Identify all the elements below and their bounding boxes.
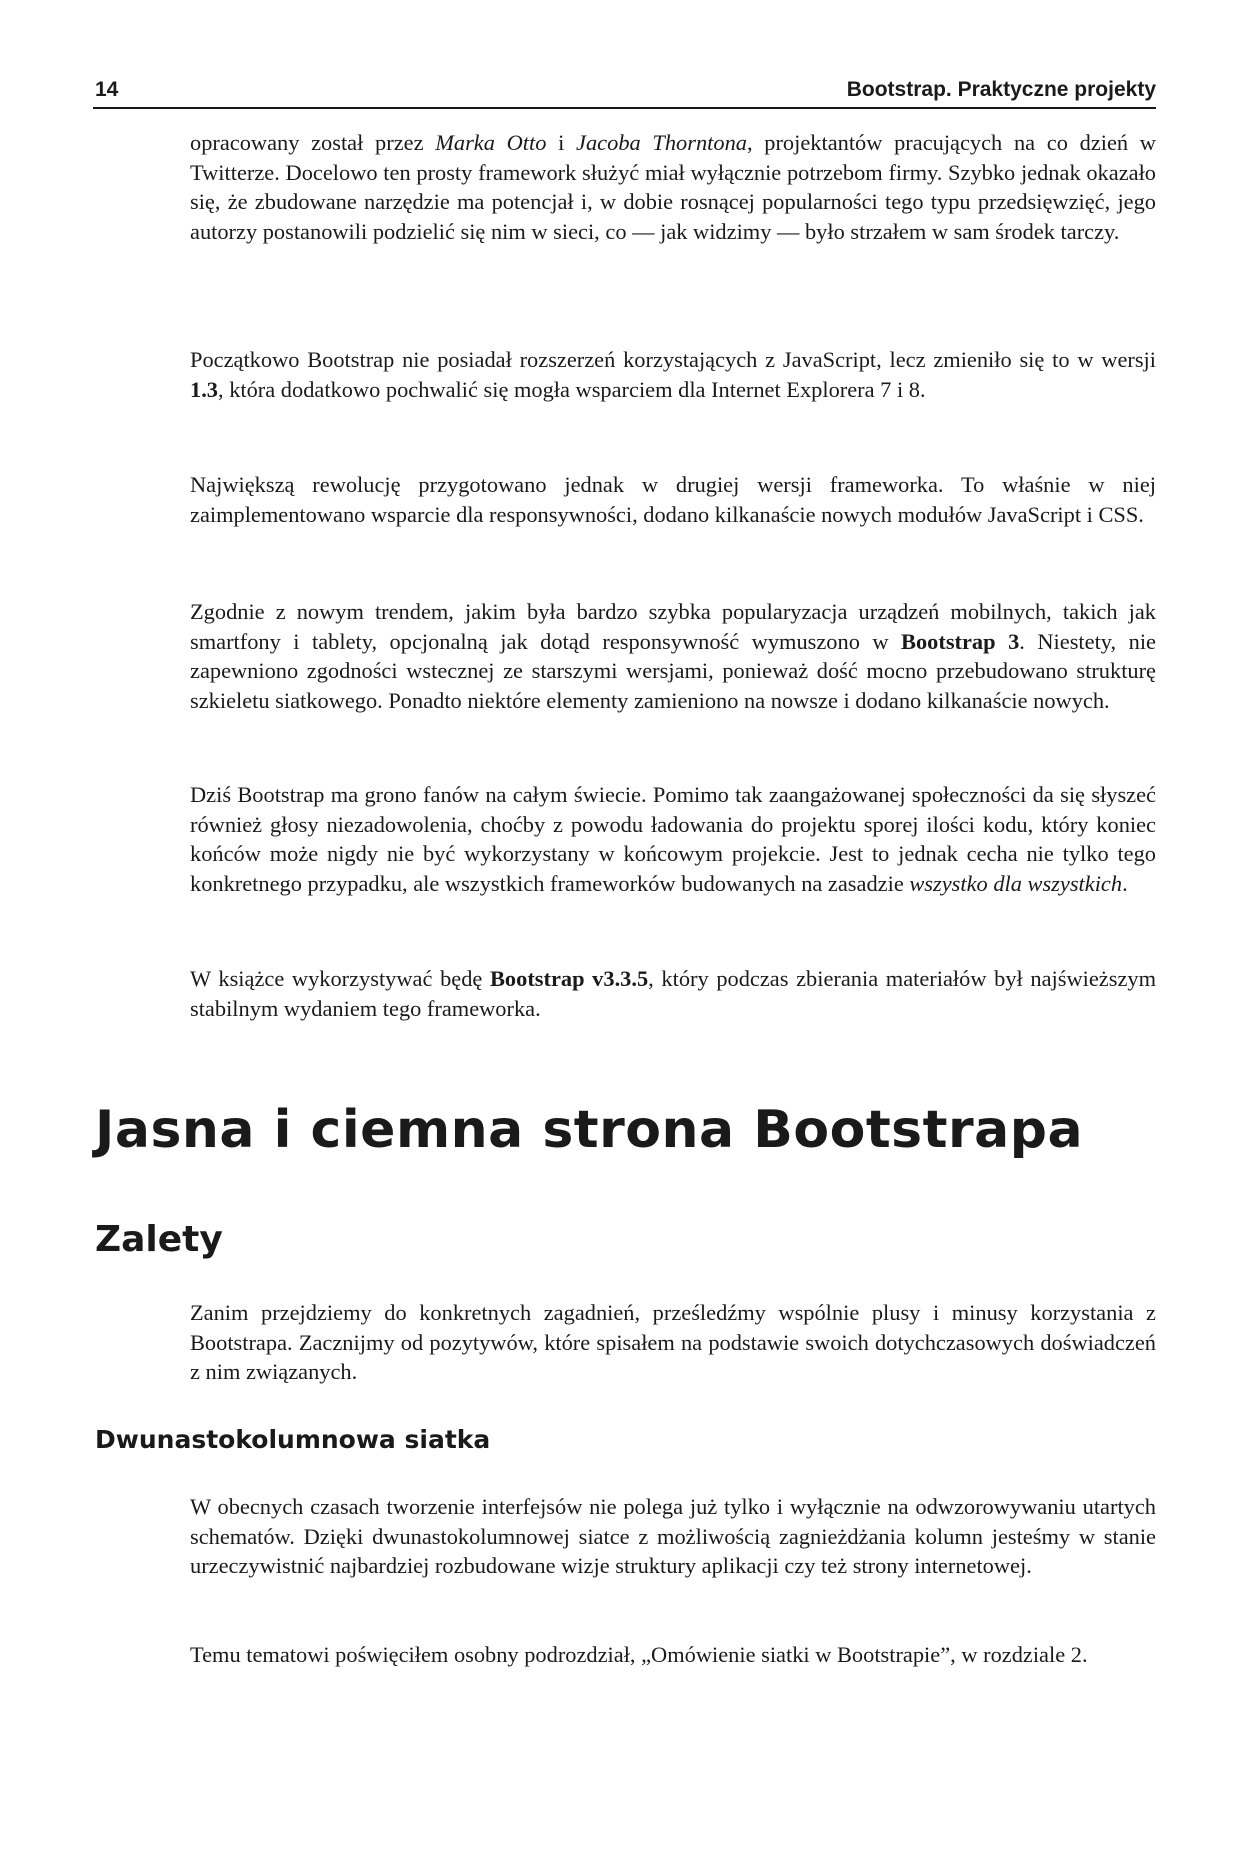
text: Zgodnie z nowym trendem, jakim była bardzo szybka popularyzacja urządzeń mobilnych, takich jak smartfony i tablety, opcjonalną jak dotąd responsywność wymuszono w [190,599,1156,654]
paragraph-grid [190,1492,1156,1581]
emphasis: wszystko dla wszystkich [909,870,1123,896]
paragraph-grid-reference [190,1640,1156,1670]
version-label: Bootstrap 3 [901,628,1020,654]
chapter-heading: Jasna i ciemna strona Bootstrapa [95,1100,1084,1160]
page-number: 14 [95,78,119,101]
section-heading: Zalety [95,1219,223,1260]
text: i [546,130,577,155]
text: Początkowo Bootstrap nie posiadał rozszerzeń korzystających z JavaScript, lecz zmieniło się to w wersji [190,347,1156,372]
header-divider [93,107,1156,109]
text: . Niestety, nie zapewniono zgodności wstecznej ze starszymi wersjami, ponieważ dość mocno przebudowano strukturę szkieletu siatkowego. Ponadto niektóre elementy zamieniono na nowsze i dodano kilkanaście nowych. [190,628,1156,713]
text: Temu tematowi poświęciłem osobny podrozdział, „Omówienie siatki w Bootstrapie”, w rozdziale 2. [190,1642,1088,1667]
text: Zanim przejdziemy do konkretnych zagadnień, prześledźmy wspólnie plusy i minusy korzystania z Bootstrapa. Zacznijmy od pozytywów, które spisałem na podstawie swoich dotychczasowych doświadczeń z nim związanych. [190,1300,1156,1385]
paragraph-bootstrap3 [190,597,1156,715]
subsection-heading: Dwunastokolumnowa siatka [95,1425,491,1454]
text: , projektantów pracujących na co dzień w Twitterze. Docelowo ten prosty framework służyć miał wyłącznie potrzebom firmy. Szybko jednak okazało się, że zbudowane narzędzie ma potencjał i, w dobie rosnącej popularności tego typu przedsięwzięć, jego autorzy postanowili podzielić się nim w sieci, co — jak widzimy — było strzałem w sam środek tarczy. [190,130,1156,244]
author-name: Marka Otto [435,130,547,155]
page-header [95,78,1156,108]
paragraph-javascript [190,345,1156,404]
text: W obecnych czasach tworzenie interfejsów nie polega już tylko i wyłącznie na odwzorowywaniu utartych schematów. Dzięki dwunastokolumnowej siatce z możliwością zagnieżdżania kolumn jesteśmy w stanie urzeczywistnić najbardziej rozbudowane wizje struktury aplikacji czy też strony internetowej. [190,1494,1156,1579]
paragraph-revolution [190,470,1156,529]
paragraph-version-used [190,964,1156,1023]
text: . [1122,870,1128,896]
running-title: Bootstrap. Praktyczne projekty [846,78,1156,101]
text: Dziś Bootstrap ma grono fanów na całym świecie. Pomimo tak zaangażowanej społeczności da się słyszeć również głosy niezadowolenia, choćby z powodu ładowania do projektu sporej ilości kodu, który koniec końców może nigdy nie być wykorzystany w końcowym projekcie. Jest to jednak cecha nie tylko tego konkretnego przypadku, ale wszystkich frameworków budowanych na zasadzie [190,782,1156,896]
text: , która dodatkowo pochwalić się mogła wsparciem dla Internet Explorera 7 i 8. [218,376,926,402]
text: Największą rewolucję przygotowano jednak w drugiej wersji frameworka. To właśnie w niej zaimplementowano wsparcie dla responsywności, dodano kilkanaście nowych modułów JavaScript i CSS. [190,472,1156,527]
text: , który podczas zbierania materiałów był najświeższym stabilnym wydaniem tego frameworka. [190,966,1156,1021]
version-label: Bootstrap v3.3.5 [490,966,649,991]
text: opracowany został przez [190,130,436,155]
version-label: 1.3 [190,376,218,402]
text: W książce wykorzystywać będę [190,966,490,991]
paragraph-fans [190,780,1156,898]
paragraph-authors [190,128,1156,246]
author-name: Jacoba Thorntona [576,130,747,155]
paragraph-intro-pros [190,1298,1156,1387]
